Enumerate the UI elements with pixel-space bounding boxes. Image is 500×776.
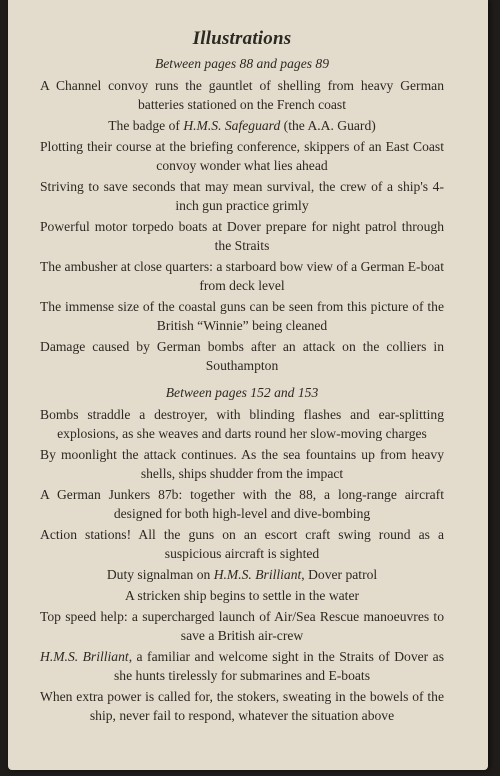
list-item: A Channel convoy runs the gauntlet of shelling from heavy German batteries stationed on the French coast [40,78,444,112]
list-item: Duty signalman on H.M.S. Brilliant, Dover patrol [106,567,378,582]
list-item: Top speed help: a supercharged launch of Air/Sea Rescue manoeuvres to save a British air-crew [40,609,444,643]
ship-name: H.M.S. Safeguard [183,118,281,133]
list-item: The ambusher at close quarters: a starboard bow view of a German E-boat from deck level [40,259,444,293]
section-heading-pages-152-153: Between pages 152 and 153 [165,385,319,400]
list-item: Bombs straddle a destroyer, with blinding flashes and ear-splitting explosions, as she weaves and darts round her slow-moving charges [40,407,444,441]
ship-name: H.M.S. Brilliant [213,567,302,582]
list-item: Powerful motor torpedo boats at Dover prepare for night patrol through the Straits [40,219,444,253]
list-item: The badge of H.M.S. Safeguard (the A.A. Guard) [108,118,376,133]
list-item: The immense size of the coastal guns can be seen from this picture of the British “Winnie” being cleaned [40,299,444,333]
list-item: H.M.S. Brilliant, a familiar and welcome sight in the Straits of Dover as she hunts tirelessly for submarines and E-boats [40,649,444,683]
list-item: A stricken ship begins to settle in the water [124,588,360,603]
ship-name: H.M.S. Brilliant [40,649,129,664]
list-item: Striving to save seconds that may mean survival, the crew of a ship's 4-inch gun practice grimly [40,179,444,213]
list-item: Action stations! All the guns on an escort craft swing round as a suspicious aircraft is sighted [40,527,444,561]
section-heading-pages-88-89: Between pages 88 and pages 89 [154,56,330,71]
list-item: A German Junkers 87b: together with the 88, a long-range aircraft designed for both high-level and dive-bombing [40,487,444,521]
list-item: Plotting their course at the briefing conference, skippers of an East Coast convoy wonder what lies ahead [40,139,444,173]
book-page [8,0,488,770]
list-item: Damage caused by German bombs after an attack on the colliers in Southampton [40,339,444,373]
illustrations-list [40,28,444,727]
page-title: Illustrations [192,28,292,49]
list-item: By moonlight the attack continues. As the sea fountains up from heavy shells, ships shudder from the impact [40,447,444,481]
list-item: When extra power is called for, the stokers, sweating in the bowels of the ship, never fail to respond, whatever the situation above [40,689,444,723]
